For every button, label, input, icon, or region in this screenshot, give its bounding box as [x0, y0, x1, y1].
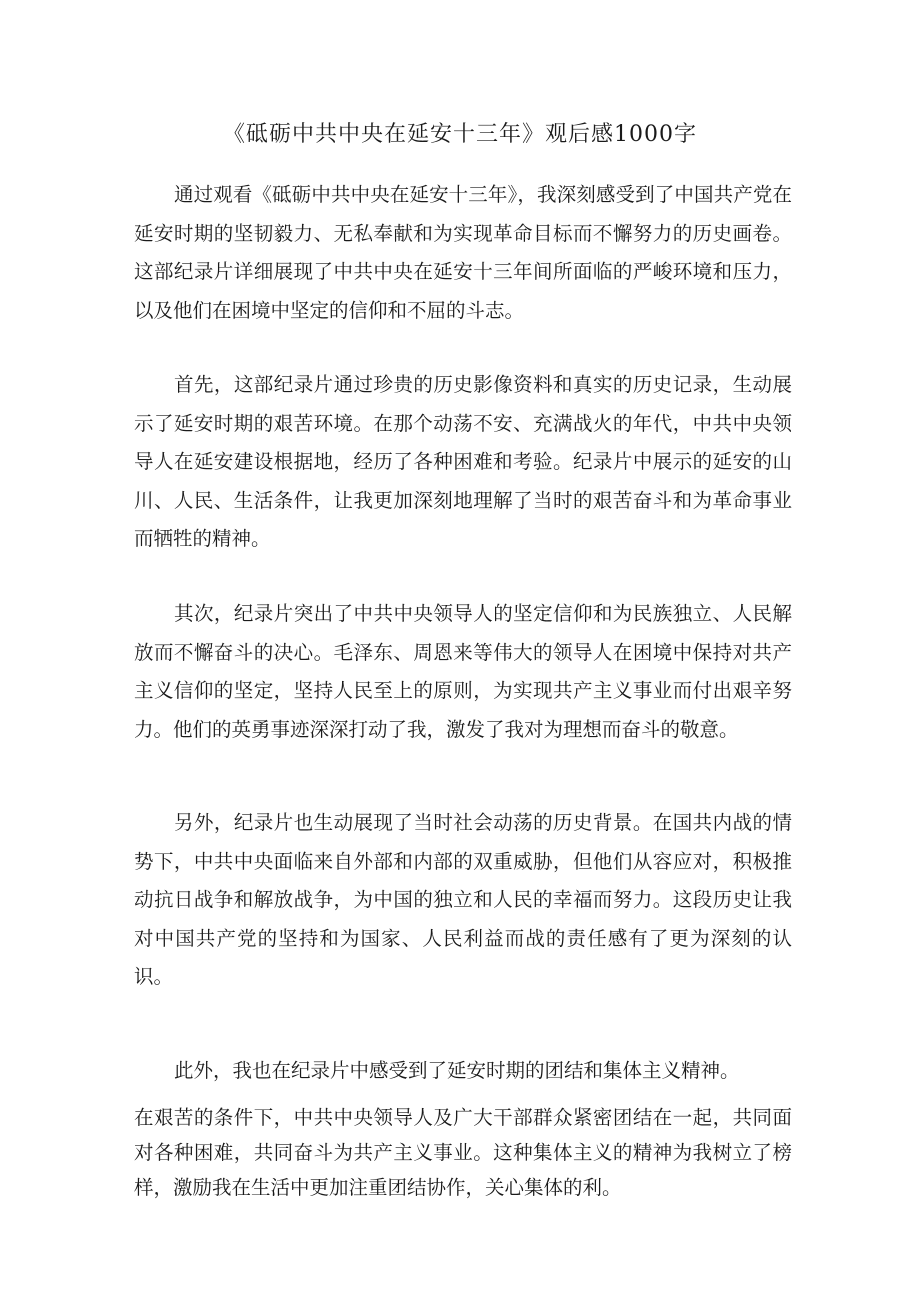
paragraph-second: 其次，纪录片突出了中共中央领导人的坚定信仰和为民族独立、人民解放而不懈奋斗的决心。毛泽东、周恩来等伟大的领导人在困境中保持对共产主义信仰的坚定，坚持人民至上的原则，为实现共产主义事业而付出艰辛努力。他们的英勇事迹深深打动了我，激发了我对为理想而奋斗的敬意。 [134, 602, 792, 741]
paragraph-first: 首先，这部纪录片通过珍贵的历史影像资料和真实的历史记录，生动展示了延安时期的艰苦环境。在那个动荡不安、充满战火的年代，中共中央领导人在延安建设根据地，经历了各种困难和考验。纪录片中展示的延安的山川、人民、生活条件，让我更加深刻地理解了当时的艰苦奋斗和为革命事业而牺牲的精神。 [134, 373, 792, 550]
paragraph-fifth: 在艰苦的条件下，中共中央领导人及广大干部群众紧密团结在一起，共同面对各种困难，共同奋斗为共产主义事业。这种集体主义的精神为我树立了榜样，激励我在生活中更加注重团结协作，关心集体的利。 [134, 1106, 792, 1199]
paragraph-third: 另外，纪录片也生动展现了当时社会动荡的历史背景。在国共内战的情势下，中共中央面临来自外部和内部的双重威胁，但他们从容应对，积极推动抗日战争和解放战争，为中国的独立和人民的幸福而努力。这段历史让我对中国共产党的坚持和为国家、人民利益而战的责任感有了更为深刻的认识。 [134, 811, 792, 988]
paragraph-fourth: 此外，我也在纪录片中感受到了延安时期的团结和集体主义精神。 [174, 1059, 740, 1082]
paragraph-intro: 通过观看《砥砺中共中央在延安十三年》，我深刻感受到了中国共产党在延安时期的坚韧毅力、无私奉献和为实现革命目标而不懈努力的历史画卷。这部纪录片详细展现了中共中央在延安十三年间所面临的严峻环境和压力，以及他们在困境中坚定的信仰和不屈的斗志。 [134, 183, 792, 322]
document-title: 《砥砺中共中央在延安十三年》观后感1000字 [223, 122, 697, 147]
